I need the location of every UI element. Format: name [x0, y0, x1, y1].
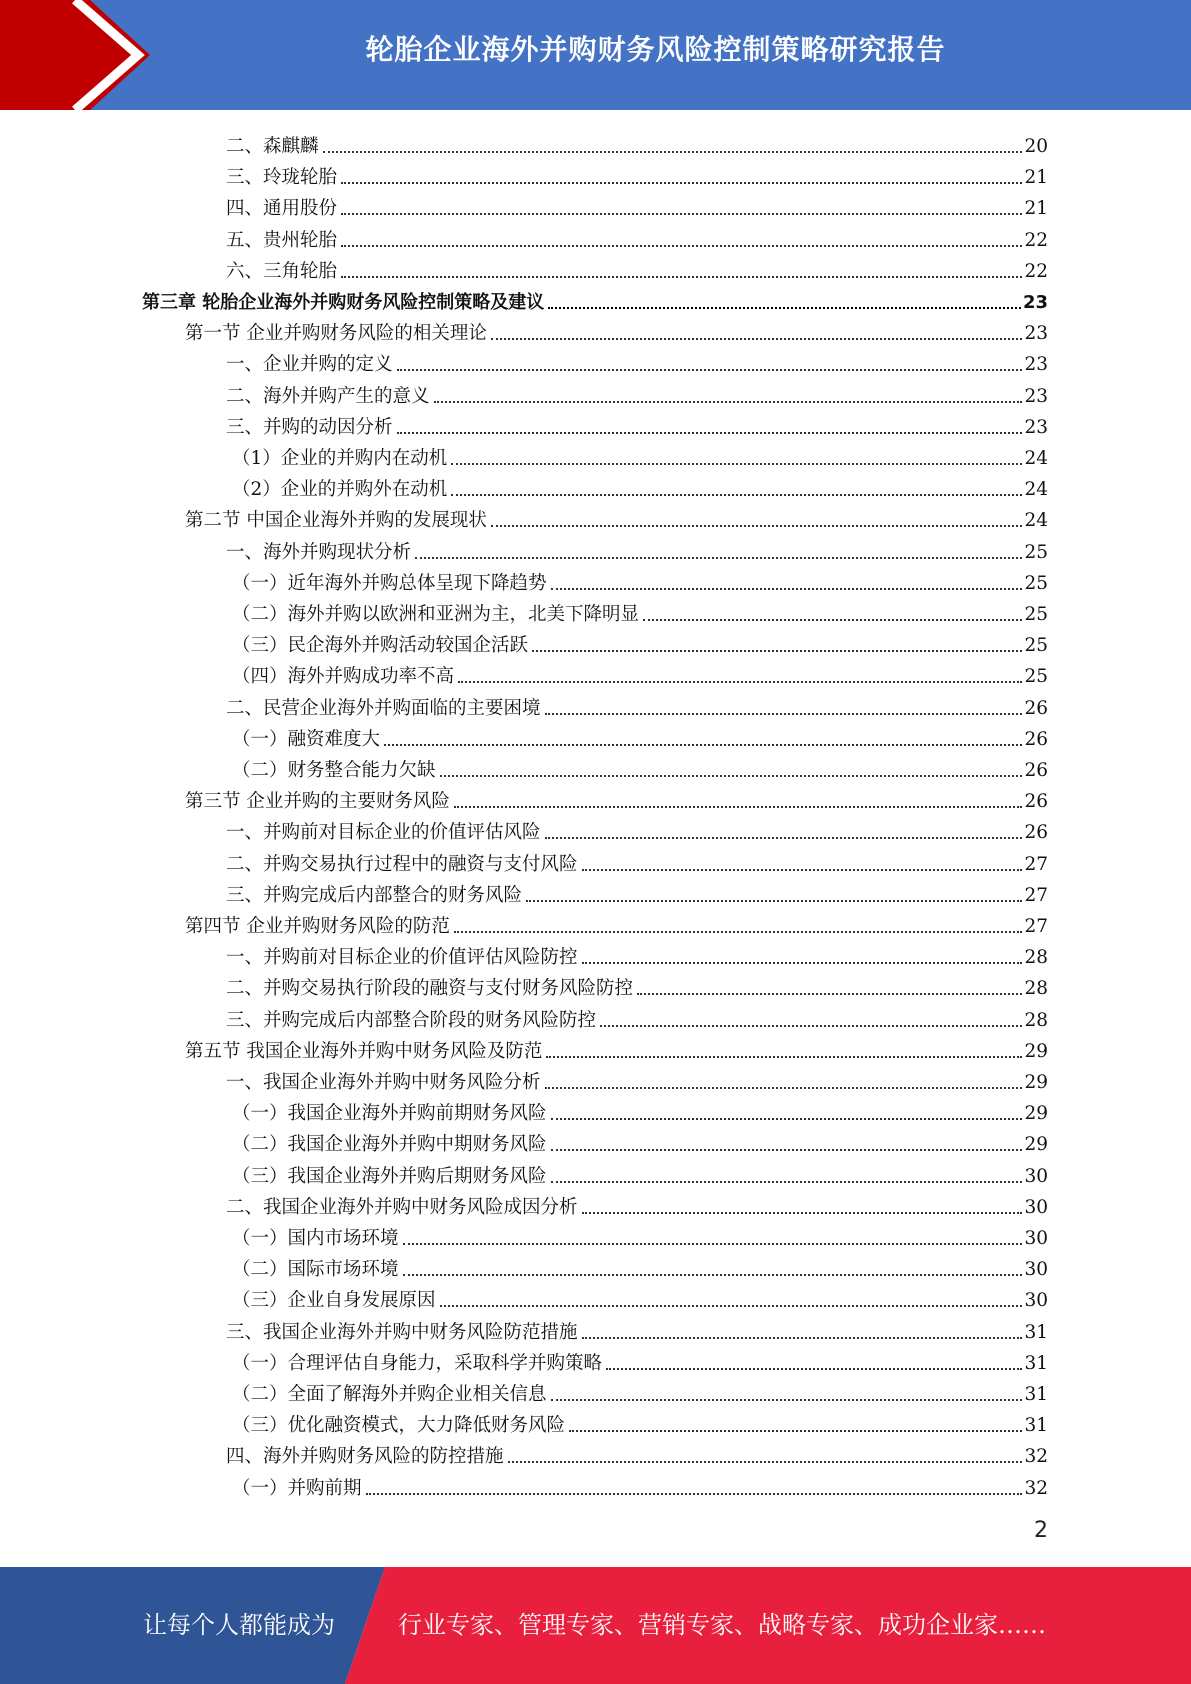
toc-entry-page: 22 — [1024, 260, 1048, 282]
toc-entry[interactable] — [232, 1094, 1048, 1125]
toc-dot-leader — [384, 744, 1022, 746]
toc-entry-label: （一）融资难度大 — [232, 728, 381, 750]
toc-entry-label: （三）民企海外并购活动较国企活跃 — [232, 635, 529, 657]
toc-entry-page: 31 — [1024, 1415, 1048, 1437]
toc-dot-leader — [551, 1181, 1023, 1183]
toc-entry[interactable] — [226, 845, 1048, 876]
toc-entry-label: 四、海外并购财务风险的防控措施 — [226, 1446, 504, 1468]
toc-entry-label: 二、并购交易执行阶段的融资与支付财务风险防控 — [226, 978, 634, 1000]
toc-entry-label: 三、并购完成后内部整合阶段的财务风险防控 — [226, 1009, 597, 1031]
toc-dot-leader — [451, 494, 1022, 496]
toc-entry-label: （三）我国企业海外并购后期财务风险 — [232, 1165, 547, 1187]
toc-entry[interactable] — [226, 345, 1048, 376]
toc-entry-label: 第三节 企业并购的主要财务风险 — [185, 791, 450, 813]
toc-dot-leader — [582, 962, 1023, 964]
toc-dot-leader — [551, 588, 1023, 590]
toc-entry[interactable] — [226, 189, 1048, 220]
toc-entry[interactable] — [226, 1188, 1048, 1219]
toc-entry[interactable] — [226, 127, 1048, 158]
toc-entry-label: （一）我国企业海外并购前期财务风险 — [232, 1103, 547, 1125]
toc-entry[interactable] — [226, 377, 1048, 408]
toc-entry-label: （二）全面了解海外并购企业相关信息 — [232, 1384, 547, 1405]
toc-entry[interactable] — [226, 221, 1048, 252]
toc-dot-leader — [551, 1118, 1023, 1120]
toc-entry-label: 二、我国企业海外并购中财务风险成因分析 — [226, 1196, 578, 1218]
toc-dot-leader — [582, 1337, 1023, 1339]
toc-entry-label: （一）并购前期 — [232, 1477, 362, 1499]
toc-dot-leader — [323, 151, 1023, 153]
toc-entry[interactable] — [232, 720, 1048, 751]
toc-entry-label: 三、并购完成后内部整合的财务风险 — [226, 884, 523, 906]
toc-dot-leader — [508, 1461, 1023, 1463]
toc-entry-page: 26 — [1024, 822, 1048, 844]
toc-entry[interactable] — [232, 470, 1048, 501]
toc-dot-leader — [434, 401, 1023, 403]
toc-entry[interactable] — [232, 439, 1048, 470]
toc-entry-label: 第三章 轮胎企业海外并购财务风险控制策略及建议 — [142, 292, 545, 313]
toc-dot-leader — [397, 432, 1023, 434]
toc-entry-page: 22 — [1024, 229, 1048, 251]
toc-entry-label: 六、三角轮胎 — [226, 260, 338, 282]
toc-entry[interactable] — [226, 533, 1048, 564]
toc-entry-page: 29 — [1024, 1134, 1048, 1156]
toc-entry-page: 23 — [1024, 323, 1048, 345]
toc-entry-label: （三）优化融资模式，大力降低财务风险 — [232, 1415, 566, 1437]
toc-dot-leader — [440, 1305, 1023, 1307]
toc-entry-page: 23 — [1022, 292, 1048, 313]
toc-entry-label: 三、我国企业海外并购中财务风险防范措施 — [226, 1321, 578, 1343]
toc-entry-page: 24 — [1024, 479, 1048, 501]
toc-dot-leader — [491, 338, 1023, 340]
toc-entry-label: 一、企业并购的定义 — [226, 354, 393, 376]
toc-entry[interactable] — [232, 1344, 1048, 1375]
toc-dot-leader — [403, 1243, 1023, 1245]
toc-entry[interactable] — [226, 252, 1048, 283]
toc-entry-page: 30 — [1024, 1259, 1048, 1281]
toc-entry[interactable] — [226, 969, 1048, 1000]
toc-dot-leader — [458, 681, 1022, 683]
toc-dot-leader — [569, 1430, 1022, 1432]
toc-entry-label: 一、并购前对目标企业的价值评估风险 — [226, 822, 541, 844]
toc-entry[interactable] — [226, 408, 1048, 439]
toc-dot-leader — [341, 182, 1022, 184]
toc-entry-page: 25 — [1024, 541, 1048, 563]
toc-entry-label: （2）企业的并购外在动机 — [232, 479, 448, 501]
toc-entry-page: 28 — [1024, 1009, 1048, 1031]
toc-dot-leader — [545, 713, 1023, 715]
toc-entry-page: 21 — [1024, 198, 1048, 220]
toc-entry-page: 29 — [1024, 1072, 1048, 1093]
toc-entry[interactable] — [226, 1313, 1048, 1344]
toc-dot-leader — [548, 307, 1021, 309]
toc-entry[interactable] — [232, 1281, 1048, 1312]
toc-entry[interactable] — [232, 626, 1048, 657]
toc-entry-label: （一）国内市场环境 — [232, 1228, 399, 1249]
toc-entry-page: 26 — [1024, 728, 1048, 750]
toc-dot-leader — [454, 931, 1023, 933]
toc-entry[interactable] — [232, 564, 1048, 595]
toc-entry[interactable] — [185, 501, 1048, 532]
toc-entry-label: 第一节 企业并购财务风险的相关理论 — [185, 323, 487, 345]
footer-slogan-left: 让每个人都能成为 — [143, 1611, 335, 1639]
toc-entry-page: 27 — [1024, 853, 1048, 875]
toc-entry[interactable] — [232, 595, 1048, 626]
toc-entry-page: 23 — [1024, 385, 1048, 407]
toc-dot-leader — [532, 650, 1022, 652]
toc-entry-page: 30 — [1024, 1196, 1048, 1218]
toc-dot-leader — [582, 1212, 1023, 1214]
toc-entry-page: 25 — [1024, 572, 1048, 594]
toc-entry[interactable] — [232, 1219, 1048, 1250]
toc-dot-leader — [582, 869, 1023, 871]
toc-entry-page: 29 — [1024, 1040, 1048, 1062]
toc-entry[interactable] — [226, 158, 1048, 189]
report-title: 轮胎企业海外并购财务风险控制策略研究报告 — [365, 33, 946, 66]
toc-entry[interactable] — [226, 689, 1048, 720]
footer-slogan-right: 行业专家、管理专家、营销专家、战略专家、成功企业家…… — [398, 1611, 1046, 1639]
toc-entry-label: 二、森麒麟 — [226, 136, 319, 157]
toc-entry-page: 21 — [1024, 167, 1048, 189]
toc-entry[interactable] — [226, 813, 1048, 844]
toc-entry-label: （二）国际市场环境 — [232, 1259, 399, 1281]
toc-dot-leader — [451, 463, 1022, 465]
toc-entry-page: 24 — [1024, 448, 1048, 469]
toc-entry-label: 第四节 企业并购财务风险的防范 — [185, 916, 450, 937]
toc-entry-label: 一、并购前对目标企业的价值评估风险防控 — [226, 947, 578, 969]
toc-dot-leader — [341, 245, 1022, 247]
toc-entry-label: 二、并购交易执行过程中的融资与支付风险 — [226, 853, 578, 875]
toc-entry[interactable] — [232, 1406, 1048, 1437]
toc-entry-page: 26 — [1024, 697, 1048, 719]
toc-dot-leader — [545, 1087, 1023, 1089]
toc-entry[interactable] — [232, 657, 1048, 688]
toc-entry-page: 25 — [1024, 604, 1048, 625]
toc-entry-label: （1）企业的并购内在动机 — [232, 448, 448, 469]
toc-dot-leader — [545, 837, 1023, 839]
toc-entry-label: 三、玲珑轮胎 — [226, 167, 338, 189]
toc-dot-leader — [403, 1274, 1023, 1276]
toc-entry-page: 31 — [1024, 1321, 1048, 1343]
toc-dot-leader — [440, 775, 1023, 777]
toc-entry-label: （二）海外并购以欧洲和亚洲为主，北美下降明显 — [232, 604, 640, 625]
toc-entry[interactable] — [226, 876, 1048, 907]
toc-dot-leader — [600, 1025, 1022, 1027]
toc-entry-label: （三）企业自身发展原因 — [232, 1290, 436, 1312]
toc-entry-page: 23 — [1024, 416, 1048, 438]
toc-entry-label: 三、并购的动因分析 — [226, 416, 393, 438]
toc-entry-page: 29 — [1024, 1103, 1048, 1125]
toc-entry-page: 26 — [1024, 791, 1048, 813]
toc-entry-page: 27 — [1024, 884, 1048, 906]
toc-entry[interactable] — [226, 938, 1048, 969]
toc-entry[interactable] — [232, 1157, 1048, 1188]
toc-entry[interactable] — [142, 283, 1048, 314]
toc-dot-leader — [341, 276, 1022, 278]
toc-entry[interactable] — [232, 1375, 1048, 1406]
toc-dot-leader — [491, 525, 1023, 527]
toc-entry[interactable] — [185, 1032, 1048, 1063]
toc-entry-label: （一）合理评估自身能力，采取科学并购策略 — [232, 1352, 603, 1374]
toc-entry-page: 24 — [1024, 510, 1048, 532]
toc-entry-label: 四、通用股份 — [226, 198, 338, 220]
toc-dot-leader — [637, 993, 1022, 995]
toc-entry[interactable] — [232, 751, 1048, 782]
toc-entry-label: （二）财务整合能力欠缺 — [232, 760, 436, 781]
toc-entry-page: 32 — [1024, 1477, 1048, 1499]
toc-entry-page: 20 — [1024, 136, 1048, 157]
toc-entry-page: 31 — [1024, 1384, 1048, 1405]
toc-entry[interactable] — [232, 1469, 1048, 1500]
toc-entry-page: 28 — [1024, 947, 1048, 969]
toc-dot-leader — [397, 369, 1023, 371]
toc-dot-leader — [526, 900, 1022, 902]
toc-entry-page: 28 — [1024, 978, 1048, 1000]
toc-dot-leader — [551, 1399, 1023, 1401]
page-header — [0, 0, 1191, 110]
toc-entry[interactable] — [232, 1250, 1048, 1281]
toc-entry-page: 25 — [1024, 635, 1048, 657]
toc-dot-leader — [366, 1493, 1023, 1495]
toc-entry-label: （四）海外并购成功率不高 — [232, 666, 455, 688]
toc-entry-page: 32 — [1024, 1446, 1048, 1468]
page-footer — [0, 1567, 1191, 1684]
toc-entry[interactable] — [185, 314, 1048, 345]
toc-entry-label: （二）我国企业海外并购中期财务风险 — [232, 1134, 547, 1156]
toc-dot-leader — [341, 213, 1022, 215]
toc-entry-label: 一、海外并购现状分析 — [226, 541, 412, 563]
toc-entry-label: 第五节 我国企业海外并购中财务风险及防范 — [185, 1040, 543, 1062]
toc-entry-page: 30 — [1024, 1165, 1048, 1187]
toc-entry-page: 23 — [1024, 354, 1048, 376]
toc-entry[interactable] — [226, 1063, 1048, 1094]
toc-entry-label: 第二节 中国企业海外并购的发展现状 — [185, 510, 487, 532]
toc-dot-leader — [415, 557, 1022, 559]
toc-entry-page: 26 — [1024, 760, 1048, 781]
toc-dot-leader — [606, 1368, 1022, 1370]
toc-entry-label: 一、我国企业海外并购中财务风险分析 — [226, 1072, 541, 1093]
toc-entry-page: 27 — [1024, 916, 1048, 937]
toc-entry-page: 25 — [1024, 666, 1048, 688]
toc-entry-label: 二、海外并购产生的意义 — [226, 385, 430, 407]
toc-dot-leader — [643, 619, 1022, 621]
toc-entry-page: 31 — [1024, 1352, 1048, 1374]
toc-dot-leader — [454, 806, 1023, 808]
toc-entry[interactable] — [185, 907, 1048, 938]
toc-entry[interactable] — [226, 1437, 1048, 1468]
page-number: 2 — [1034, 1518, 1048, 1543]
toc-dot-leader — [546, 1056, 1022, 1058]
toc-entry-page: 30 — [1024, 1290, 1048, 1312]
toc-entry-page: 30 — [1024, 1228, 1048, 1249]
toc-dot-leader — [551, 1149, 1023, 1151]
toc-entry[interactable] — [185, 782, 1048, 813]
toc-entry-label: （一）近年海外并购总体呈现下降趋势 — [232, 572, 547, 594]
toc-entry-label: 二、民营企业海外并购面临的主要困境 — [226, 697, 541, 719]
toc-entry-label: 五、贵州轮胎 — [226, 229, 338, 251]
toc-entry[interactable] — [232, 1125, 1048, 1156]
toc-entry[interactable] — [226, 1001, 1048, 1032]
